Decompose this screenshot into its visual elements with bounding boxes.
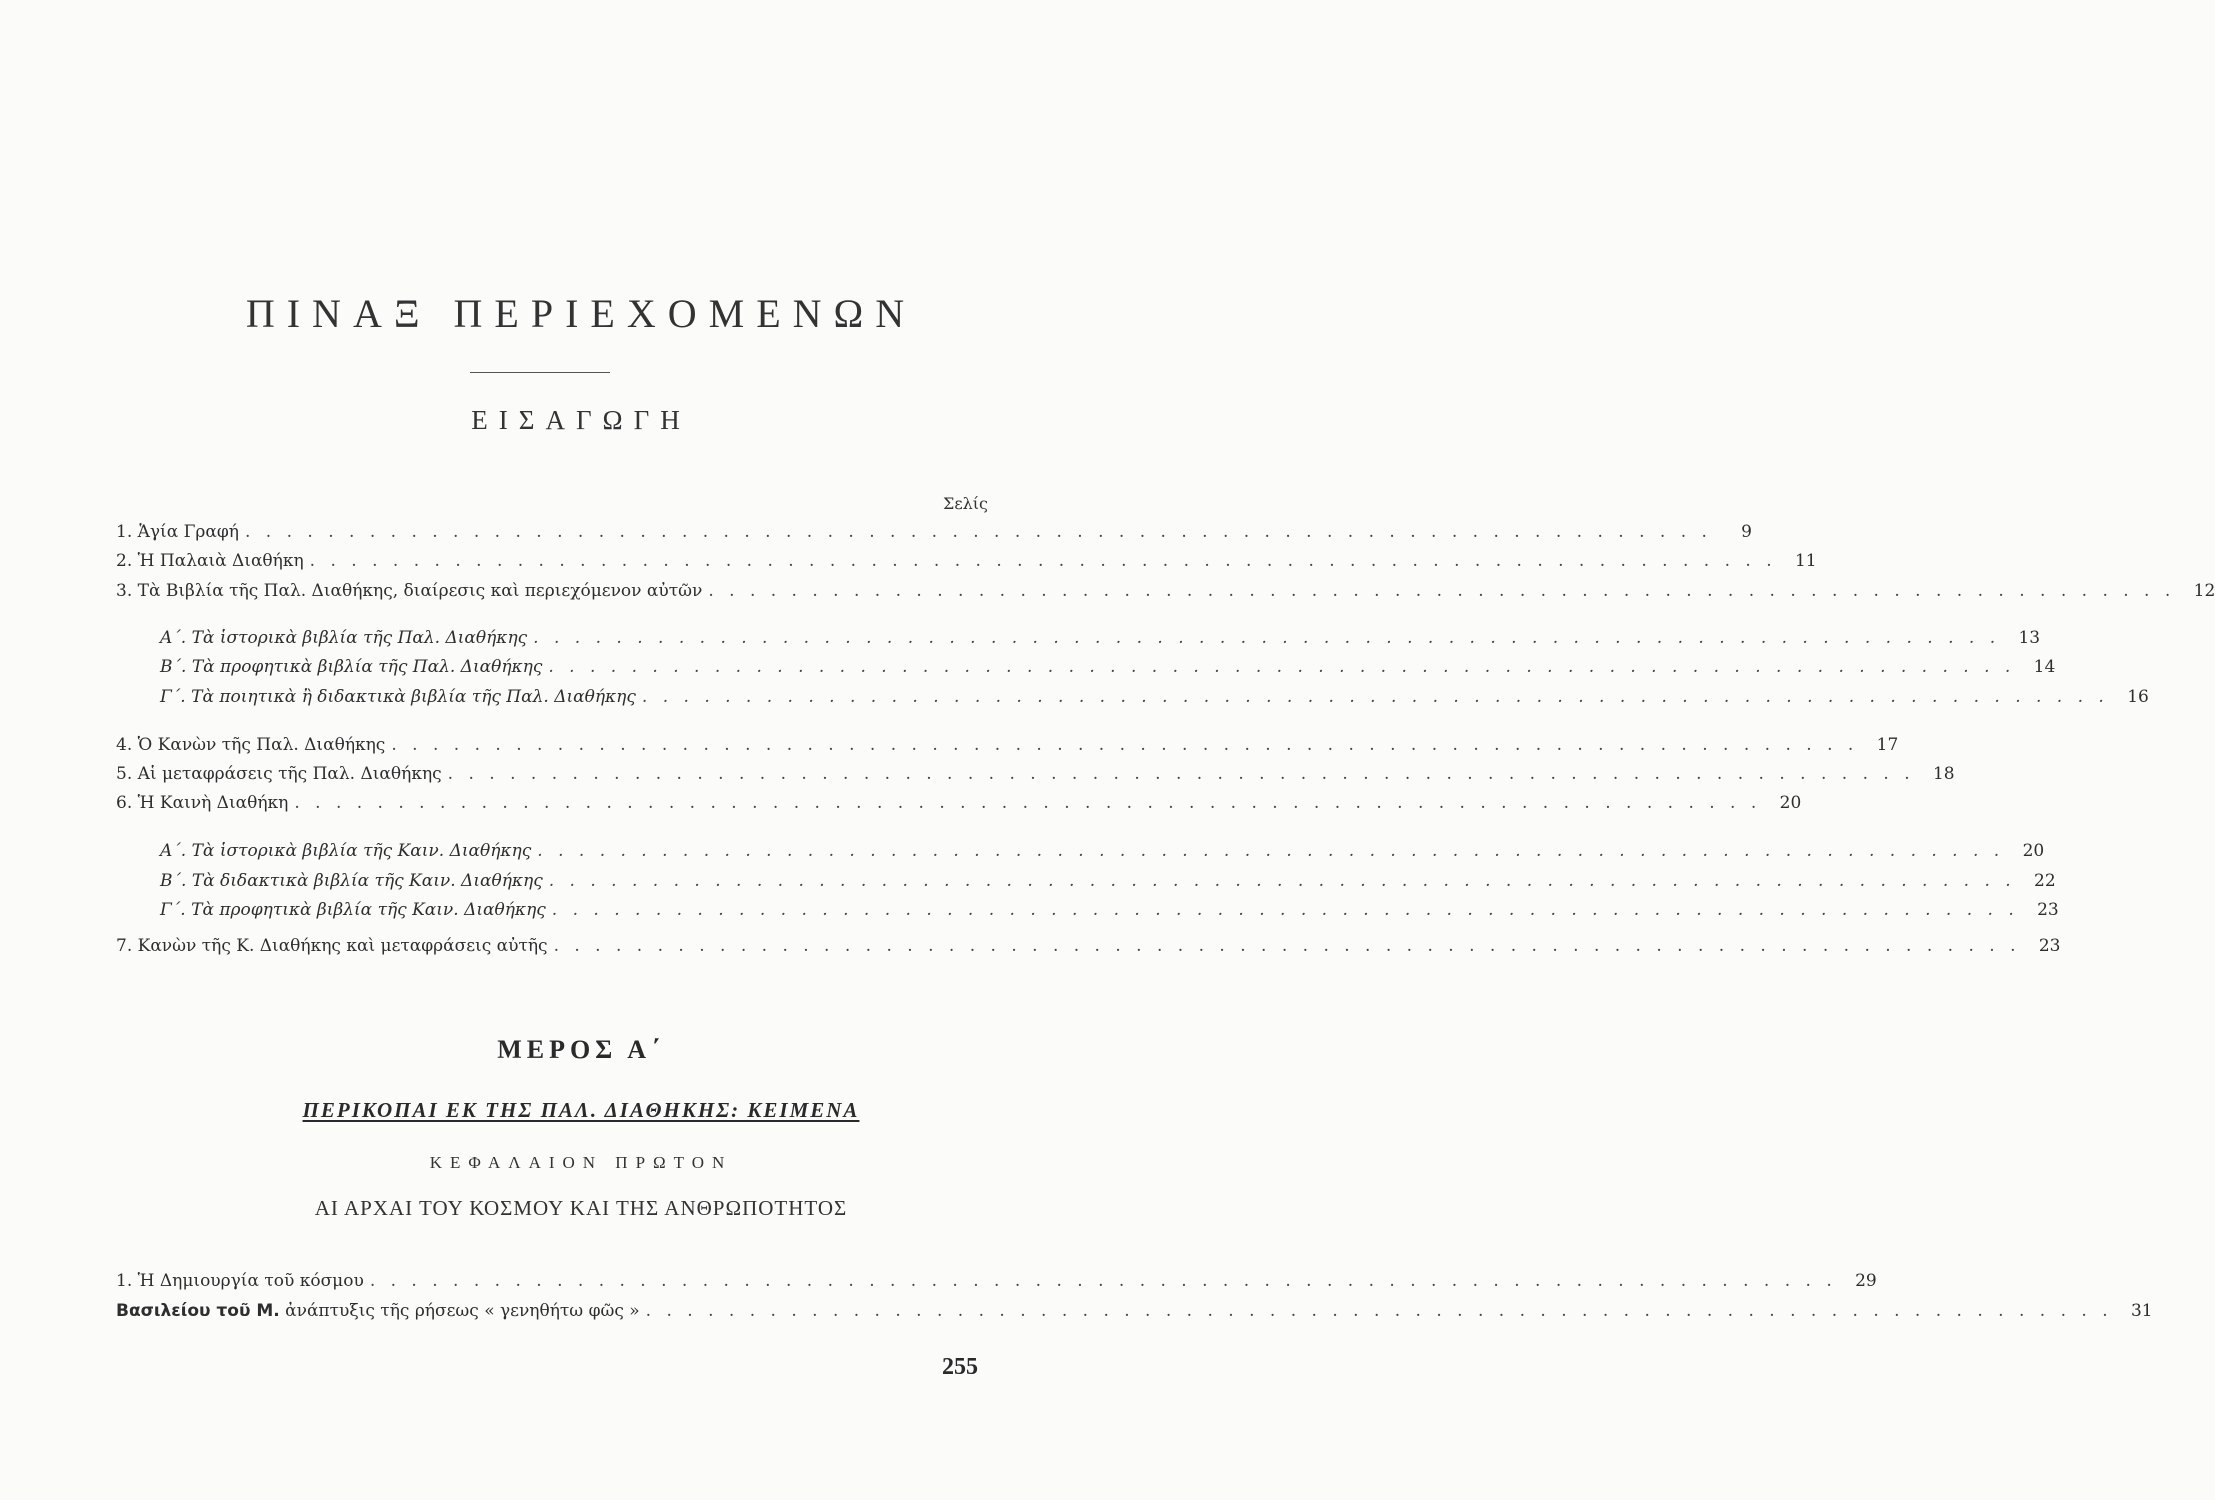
entry-page: 23: [2037, 900, 2059, 920]
entry-number: 1.: [116, 522, 138, 542]
entry-title: Τὰ διδακτικὰ βιβλία τῆς Καιν. Διαθήκης: [191, 871, 543, 891]
toc-entry: [116, 548, 1817, 574]
entry-title: Ὁ Κανὼν τῆς Παλ. Διαθήκης: [137, 735, 386, 755]
entry-title: Ἡ Καινὴ Διαθήκη: [137, 793, 289, 813]
entry-page: 17: [1876, 735, 1899, 755]
dot-leader: . . . . . . . . . . . . . . . . . . . . . . . . . . . . . . . . . . . . . . . . . . . . . . . . . . . . . . . . . . . . . . . . . . . . . . .: [551, 900, 2019, 920]
entry-number: Β΄.: [160, 871, 192, 891]
entry-page: 20: [1779, 793, 1802, 813]
toc-subentry: [160, 625, 2041, 651]
dot-leader: . . . . . . . . . . . . . . . . . . . . . . . . . . . . . . . . . . . . . . . . . . . . . . . . . . . . . . . . . . . . . . . . . . . . . . .: [645, 1301, 2113, 1321]
toc-entry: [116, 933, 2061, 959]
entry-page: 20: [2022, 841, 2045, 861]
entry-number: Γ΄.: [160, 687, 192, 707]
toc-entry: [116, 790, 1802, 816]
dot-leader: . . . . . . . . . . . . . . . . . . . . . . . . . . . . . . . . . . . . . . . . . . . . . . . . . . . . . . . . . . . . . . . . . . . . . . .: [533, 628, 2001, 648]
page-number: 255: [942, 1354, 978, 1380]
entry-page: 9: [1741, 522, 1752, 542]
entry-author: Βασιλείου τοῦ Μ.: [116, 1301, 280, 1321]
entry-title: Τὰ προφητικὰ βιβλία τῆς Καιν. Διαθήκης: [191, 900, 546, 920]
part-heading: ΜΕΡΟΣ Α΄: [497, 1035, 665, 1064]
entry-title: Αἱ μεταφράσεις τῆς Παλ. Διαθήκης: [137, 764, 442, 784]
entry-page: 31: [2130, 1301, 2153, 1321]
intro-heading: ΕΙΣΑΓΩΓΗ: [471, 405, 691, 435]
entry-title: Ἡ Παλαιὰ Διαθήκη: [137, 551, 304, 571]
toc-entry: [116, 1268, 1877, 1294]
entry-title: [116, 1298, 640, 1324]
toc-entry: [116, 519, 1752, 545]
entry-page: 18: [1932, 764, 1955, 784]
dot-leader: . . . . . . . . . . . . . . . . . . . . . . . . . . . . . . . . . . . . . . . . . . . . . . . . . . . . . . . . . . . . . . . . . . . . . . .: [391, 735, 1859, 755]
toc-entry: [116, 732, 1899, 758]
title-divider: [470, 372, 610, 373]
dot-leader: . . . . . . . . . . . . . . . . . . . . . . . . . . . . . . . . . . . . . . . . . . . . . . . . . . . . . . . . . . . . . . . . . . . . . . .: [641, 687, 2109, 707]
dot-leader: . . . . . . . . . . . . . . . . . . . . . . . . . . . . . . . . . . . . . . . . . . . . . . . . . . . . . . . . . . . . . . . . . . . . . . .: [294, 793, 1762, 813]
chapter-label: ΚΕΦΑΛΑΙΟΝ ΠΡΩΤΟΝ: [429, 1153, 733, 1172]
toc-entry: [116, 1298, 2153, 1324]
dot-leader: . . . . . . . . . . . . . . . . . . . . . . . . . . . . . . . . . . . . . . . . . . . . . . . . . . . . . . . . . . . . . . . . . . . . . . .: [553, 936, 2021, 956]
entry-number: Γ΄.: [160, 900, 192, 920]
entry-title: Ἡ Δημιουργία τοῦ κόσμου: [137, 1271, 364, 1291]
entry-number: Α΄.: [160, 841, 192, 861]
dot-leader: . . . . . . . . . . . . . . . . . . . . . . . . . . . . . . . . . . . . . . . . . . . . . . . . . . . . . . . . . . . . . . . . . . . . . . .: [309, 551, 1777, 571]
entry-page: 22: [2034, 871, 2056, 891]
entry-number: 1.: [116, 1271, 138, 1291]
entry-title: Τὰ ἱστορικὰ βιβλία τῆς Καιν. Διαθήκης: [191, 841, 532, 861]
entry-number: 7.: [116, 936, 138, 956]
entry-title: Τὰ Βιβλία τῆς Παλ. Διαθήκης, διαίρεσις καὶ περιεχόμενον αὐτῶν: [137, 581, 703, 601]
dot-leader: . . . . . . . . . . . . . . . . . . . . . . . . . . . . . . . . . . . . . . . . . . . . . . . . . . . . . . . . . . . . . . . . . . . . . . .: [537, 841, 2005, 861]
entry-number: 3.: [116, 581, 138, 601]
entry-title: Τὰ ποιητικὰ ἢ διδακτικὰ βιβλία τῆς Παλ. Διαθήκης: [191, 687, 636, 707]
toc-entry: [116, 761, 1955, 787]
entry-page: 29: [1855, 1271, 1877, 1291]
entry-page: 16: [2127, 687, 2149, 707]
entry-number: Α΄.: [160, 628, 192, 648]
toc-subentry: [160, 684, 2149, 710]
entry-number: 5.: [116, 764, 138, 784]
toc-subentry: [160, 868, 2056, 894]
dot-leader: . . . . . . . . . . . . . . . . . . . . . . . . . . . . . . . . . . . . . . . . . . . . . . . . . . . . . . . . . . . . . . . . . . . . . . .: [244, 522, 1712, 542]
toc-subentry: [160, 838, 2045, 864]
dot-leader: . . . . . . . . . . . . . . . . . . . . . . . . . . . . . . . . . . . . . . . . . . . . . . . . . . . . . . . . . . . . . . . . . . . . . . .: [369, 1271, 1837, 1291]
entry-page: 11: [1794, 551, 1817, 571]
entry-title: Ἁγία Γραφή: [137, 522, 239, 542]
entry-number: 2.: [116, 551, 138, 571]
entry-page: 23: [2038, 936, 2061, 956]
entry-title: Τὰ προφητικὰ βιβλία τῆς Παλ. Διαθήκης: [191, 657, 543, 677]
entry-title-rest: ἀνάπτυξις τῆς ρήσεως « γενηθήτω φῶς »: [279, 1301, 640, 1321]
entry-title: Τὰ ἱστορικὰ βιβλία τῆς Παλ. Διαθήκης: [191, 628, 528, 648]
toc-subentry: [160, 897, 2059, 923]
entry-number: Β΄.: [160, 657, 192, 677]
toc-entry: [116, 578, 2215, 604]
chapter-title: ΑΙ ΑΡΧΑΙ ΤΟΥ ΚΟΣΜΟΥ ΚΑΙ ΤΗΣ ΑΝΘΡΩΠΟΤΗΤΟΣ: [314, 1196, 848, 1220]
toc-subentry: [160, 654, 2056, 680]
dot-leader: . . . . . . . . . . . . . . . . . . . . . . . . . . . . . . . . . . . . . . . . . . . . . . . . . . . . . . . . . . . . . . . . . . . . . . .: [447, 764, 1915, 784]
dot-leader: . . . . . . . . . . . . . . . . . . . . . . . . . . . . . . . . . . . . . . . . . . . . . . . . . . . . . . . . . . . . . . . . . . . . . . .: [548, 657, 2016, 677]
dot-leader: . . . . . . . . . . . . . . . . . . . . . . . . . . . . . . . . . . . . . . . . . . . . . . . . . . . . . . . . . . . . . . . . . . . . . . .: [548, 871, 2016, 891]
page-title: ΠΙΝΑΞ ΠΕΡΙΕΧΟΜΕΝΩΝ: [245, 291, 917, 336]
entry-number: 6.: [116, 793, 138, 813]
entry-title: Κανὼν τῆς Κ. Διαθήκης καὶ μεταφράσεις αὐτῆς: [137, 936, 548, 956]
entry-page: 13: [2018, 628, 2041, 648]
pages-column-label: Σελίς: [943, 494, 988, 513]
entry-page: 14: [2033, 657, 2056, 677]
entry-number: 4.: [116, 735, 138, 755]
entry-page: 12: [2193, 581, 2215, 601]
part-subtitle: ΠΕΡΙΚΟΠΑΙ ΕΚ ΤΗΣ ΠΑΛ. ΔΙΑΘΗΚΗΣ: ΚΕΙΜΕΝΑ: [302, 1098, 860, 1122]
dot-leader: . . . . . . . . . . . . . . . . . . . . . . . . . . . . . . . . . . . . . . . . . . . . . . . . . . . . . . . . . . . . . . . . . . . . . . .: [708, 581, 2176, 601]
